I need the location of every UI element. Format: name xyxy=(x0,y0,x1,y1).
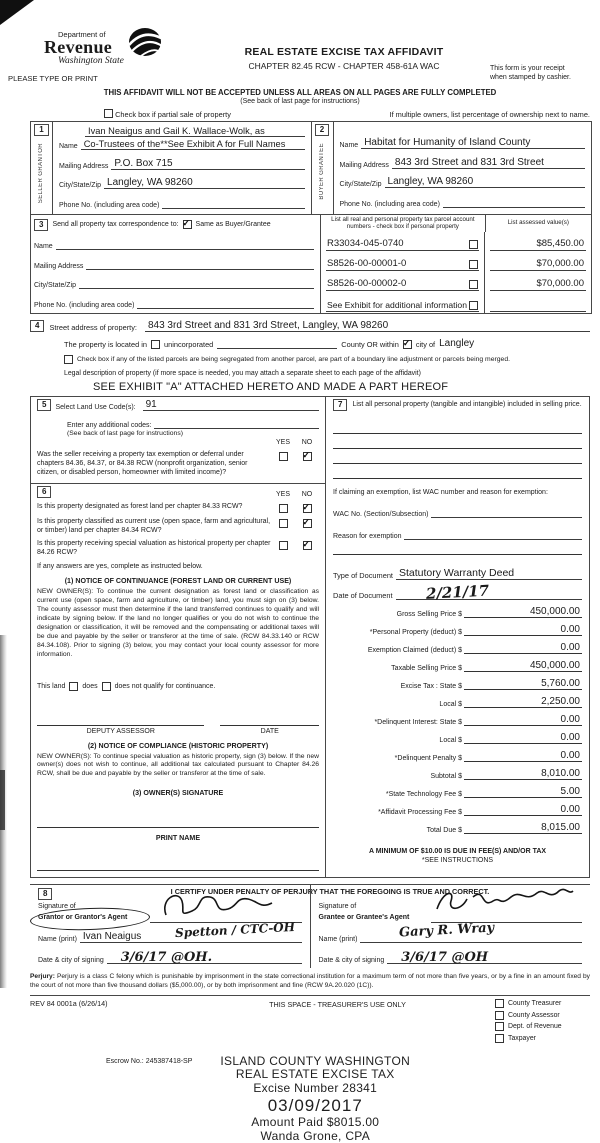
grantee-name-print-label: Name (print) xyxy=(318,935,358,943)
county-treasurer-label: County Treasurer xyxy=(508,1000,562,1007)
personal-property-label: List all personal property (tangible and intangible) included in selling price. xyxy=(352,400,582,408)
agency-wordmark: Revenue xyxy=(44,37,113,57)
please-type-note: PLEASE TYPE OR PRINT xyxy=(8,74,98,84)
unincorporated-label: unincorporated xyxy=(163,339,214,349)
buyer-city-label: City/State/Zip xyxy=(339,181,382,189)
section7-number: 7 xyxy=(333,399,347,411)
receipt-note xyxy=(490,30,592,83)
segregated-label: Check box if any of the listed parcels are being segregated from another parcel, are part of a boundary line adjustment or parcels being merged. xyxy=(77,355,510,363)
certify-statement: I CERTIFY UNDER PENALTY OF PERJURY THAT THE FOREGOING IS TRUE AND CORRECT. xyxy=(170,887,490,897)
section8-number: 8 xyxy=(38,888,52,900)
grantor-name-print-label: Name (print) xyxy=(38,935,77,943)
deferral-yes-checkbox[interactable] xyxy=(279,452,288,461)
no-header: NO xyxy=(301,490,313,498)
form-revision: REV 84 0001a (6/26/14) xyxy=(30,999,108,1008)
personal-property-deduct-label: *Personal Property (deduct) $ xyxy=(369,628,462,636)
state-technology-fee-label: *State Technology Fee $ xyxy=(385,790,462,798)
reason-blank-2 xyxy=(333,540,582,555)
section5-number: 5 xyxy=(37,399,51,411)
grantor-date-line[interactable] xyxy=(107,950,302,964)
buyer-section xyxy=(311,122,592,214)
does-label: does xyxy=(82,682,98,690)
parcel-header: List all real and personal property tax parcel account numbers - check box if personal property xyxy=(331,215,475,231)
grantee-name-handwriting: Gary R. Wray xyxy=(398,920,494,941)
partial-sale-checkbox[interactable] xyxy=(104,109,113,118)
parcel-row xyxy=(321,292,591,312)
scan-edge-artifact-dark xyxy=(0,770,5,830)
seller-name-line1: Ivan Neaigus and Gail K. Wallace-Wolk, as xyxy=(88,126,265,137)
taxable-selling-price-label: Taxable Selling Price $ xyxy=(391,664,462,672)
notice2-body: NEW OWNER(S): To continue special valuation as historic property, sign (3) below. If the new owner(s) does not wish to continue, all additional tax calculated pursuant to Chapter 84.26 RCW, shall be due and payable by the seller or transferor at the time of sale. xyxy=(37,752,319,778)
reason-blank xyxy=(404,528,582,540)
taxpayer-checkbox[interactable] xyxy=(495,1034,504,1043)
buyer-grantee-side-label: BUYER GRANTEE xyxy=(318,143,325,200)
stamp-amount-paid: Amount Paid $8015.00 xyxy=(251,1115,380,1130)
excise-tax-local-value: 2,250.00 xyxy=(464,696,582,708)
seller-phone-label: Phone No. (including area code) xyxy=(59,201,160,209)
excise-tax-state-label: Excise Tax : State $ xyxy=(400,682,462,690)
seller-city-value: Langley, WA 98260 xyxy=(107,177,193,189)
treasurer-use-note: THIS SPACE - TREASURER'S USE ONLY xyxy=(269,1000,406,1009)
grantee-date-label: Date & city of signing xyxy=(318,957,385,965)
personal-property-checkbox[interactable] xyxy=(469,260,478,269)
form-subtitle: CHAPTER 82.45 RCW - CHAPTER 458-61A WAC xyxy=(248,61,440,71)
personal-property-blank xyxy=(333,449,582,464)
seller-section xyxy=(31,122,311,214)
historic-question: Is this property receiving special valuation as historical property per chapter 84.26 RCW? xyxy=(37,540,271,557)
affidavit-processing-fee-label: *Affidavit Processing Fee $ xyxy=(378,808,462,816)
stamp-date: 03/09/2017 xyxy=(267,1096,363,1116)
seller-mailing-label: Mailing Address xyxy=(59,162,109,170)
historic-yes-checkbox[interactable] xyxy=(279,541,288,550)
deferral-no-checkbox[interactable] xyxy=(303,452,312,461)
dept-of-text: Department of xyxy=(58,30,106,39)
assessed-header: List assessed value(s) xyxy=(485,215,591,233)
buyer-mailing-label: Mailing Address xyxy=(339,161,389,169)
gross-selling-price-label: Gross Selling Price $ xyxy=(396,610,462,618)
assessed-value: $85,450.00 xyxy=(490,238,586,251)
excise-tax-state-value: 5,760.00 xyxy=(464,678,582,690)
if-any-note: If any answers are yes, complete as instructed below. xyxy=(37,563,203,571)
land-use-code-value: 91 xyxy=(145,398,157,410)
corr-mailing-blank xyxy=(86,258,314,270)
delinquent-interest-local-value: 0.00 xyxy=(464,732,582,744)
subtotal-value: 8,010.00 xyxy=(464,768,582,780)
current-use-yes-checkbox[interactable] xyxy=(279,519,288,528)
grantor-date-label: Date & city of signing xyxy=(38,957,104,965)
seller-grantor-side-label: SELLER GRANTOR xyxy=(38,143,44,204)
grantee-date-line[interactable] xyxy=(387,950,582,964)
no-header: NO xyxy=(301,438,313,446)
section1-number: 1 xyxy=(34,124,48,136)
stamp-cashier-name: Wanda Grone, CPA xyxy=(260,1128,370,1143)
grantee-signature-line[interactable] xyxy=(431,908,583,923)
type-of-document-label: Type of Document xyxy=(333,570,393,580)
escrow-number xyxy=(106,1058,192,1065)
parcels-table xyxy=(320,215,591,313)
buyer-phone-blank xyxy=(443,196,585,208)
corr-mailing-label: Mailing Address xyxy=(34,262,84,270)
delinquent-penalty-label: *Delinquent Penalty $ xyxy=(394,754,462,762)
certification-section xyxy=(30,884,590,968)
footer-row xyxy=(30,999,590,1045)
minimum-fee-note: A MINIMUM OF $10.00 IS DUE IN FEE(S) AND/OR TAX xyxy=(368,847,547,855)
delinquent-interest-local-label: Local $ xyxy=(439,736,462,744)
reason-label: Reason for exemption xyxy=(333,532,402,540)
perjury-statement xyxy=(30,973,590,991)
grantor-signature-block xyxy=(30,885,310,968)
section2-number: 2 xyxy=(315,124,329,136)
notice2-title: (2) NOTICE OF COMPLIANCE (HISTORIC PROPERTY) xyxy=(87,741,269,750)
forest-yes-checkbox[interactable] xyxy=(279,504,288,513)
state-technology-fee-value: 5.00 xyxy=(464,786,582,798)
seller-name-line2: Co-Trustees of the**See Exhibit A for Full Names xyxy=(83,139,286,150)
gross-selling-price-value: 450,000.00 xyxy=(464,606,582,618)
personal-property-blank xyxy=(333,464,582,479)
unincorporated-checkbox[interactable] xyxy=(151,340,160,349)
does-not-label: does not qualify for continuance. xyxy=(114,682,216,690)
deferral-question: Was the seller receiving a property tax exemption or deferral under chapters 84.36, 84.37, or 84.38 RCW (nonprofit organization, senior citizen, or disabled person, homeowner with limited income)? xyxy=(37,450,248,476)
state-text: Washington State xyxy=(58,56,124,67)
county-assessor-label: County Assessor xyxy=(508,1011,560,1019)
excise-tax-stamp xyxy=(220,1055,410,1143)
yes-header: YES xyxy=(275,490,290,498)
subtotal-label: Subtotal $ xyxy=(430,772,462,780)
legal-description-value: SEE EXHIBIT "A" ATTACHED HERETO AND MADE A PART HEREOF xyxy=(93,380,449,393)
owners-signature-line xyxy=(37,813,319,828)
property-section xyxy=(30,320,590,393)
same-as-buyer-label: Same as Buyer/Grantee xyxy=(195,221,271,229)
wac-label: WAC No. (Section/Subsection) xyxy=(333,510,429,518)
deputy-assessor-signature-line xyxy=(37,715,204,726)
stamp-tax-line: REAL ESTATE EXCISE TAX xyxy=(235,1067,395,1082)
correspondence-section xyxy=(31,215,591,313)
buyer-phone-label: Phone No. (including area code) xyxy=(339,200,440,208)
forest-land-question: Is this property designated as forest land per chapter 84.33 RCW? xyxy=(37,502,243,510)
section6-number: 6 xyxy=(37,486,51,498)
yes-header: YES xyxy=(275,438,290,446)
county-assessor-checkbox[interactable] xyxy=(495,1011,504,1020)
revenue-logo xyxy=(8,30,198,83)
see-back-note: (See back of last page for instructions) xyxy=(240,98,360,106)
notice1-body: NEW OWNER(S): To continue the current designation as forest land or classification as current use (open space, farm and agriculture, or timber) land, you must sign on (3) below. The county assessor must then determine if the land transferred continues to qualify and will indicate by signing below. If the land no longer qualifies or you do not wish to continue the designation or classification, it will be removed and the compensating or additional taxes will be due and payable by the seller or transferor at the time of sale. (RCW 84.33.140 or RCW 84.34.108). Prior to signing (3) below, you may contact your local county assessor for more information. xyxy=(37,588,319,658)
delinquent-interest-state-label: *Delinquent Interest: State $ xyxy=(374,718,462,726)
personal-property-deduct-value: 0.00 xyxy=(464,624,582,636)
parcel-number: S8526-00-00002-0 xyxy=(327,278,407,290)
grantee-agent-label: Grantee or Grantee's Agent xyxy=(318,913,410,921)
personal-property-checkbox[interactable] xyxy=(469,240,478,249)
middle-sections xyxy=(30,396,590,879)
forest-no-checkbox[interactable] xyxy=(303,504,312,513)
located-prefix: The property is located in xyxy=(64,339,147,349)
does-checkbox[interactable] xyxy=(69,682,78,691)
deputy-assessor-label: DEPUTY ASSESSOR xyxy=(86,727,155,735)
qualify-prefix: This land xyxy=(37,682,66,690)
total-due-label: Total Due $ xyxy=(426,826,462,834)
corr-name-blank xyxy=(56,238,314,250)
owners-signature-title: (3) OWNER(S) SIGNATURE xyxy=(132,789,224,798)
corr-name-label: Name xyxy=(34,243,53,251)
street-address-label: Street address of property: xyxy=(49,322,137,332)
does-not-checkbox[interactable] xyxy=(102,682,111,691)
see-instructions-note: *SEE INSTRUCTIONS xyxy=(421,856,494,864)
street-address-value: 843 3rd Street and 831 3rd Street, Langley, WA 98260 xyxy=(147,319,389,331)
multiple-owners-note: If multiple owners, list percentage of ownership next to name. xyxy=(389,110,590,120)
routing-checkboxes xyxy=(495,999,590,1045)
header xyxy=(0,0,600,83)
land-use-section xyxy=(31,397,325,484)
parties-table xyxy=(30,121,592,314)
parcel-row xyxy=(321,232,591,252)
current-use-no-checkbox[interactable] xyxy=(303,519,312,528)
personal-property-checkbox[interactable] xyxy=(469,280,478,289)
assessed-value xyxy=(490,310,586,312)
additional-codes-blank xyxy=(154,417,319,429)
delinquent-interest-state-value: 0.00 xyxy=(464,714,582,726)
notice1-title: (1) NOTICE OF CONTINUANCE (FOREST LAND OR CURRENT USE) xyxy=(64,577,292,586)
deputy-date-line xyxy=(220,715,319,726)
partial-sale-label: Check box if partial sale of property xyxy=(115,110,231,120)
stamp-excise-number: Excise Number 28341 xyxy=(253,1080,378,1095)
assessed-value: $70,000.00 xyxy=(490,278,586,291)
city-of-value: Langley xyxy=(439,337,475,349)
treasurer-stamp-area xyxy=(106,1055,600,1143)
personal-property-blank xyxy=(333,434,582,449)
city-checkbox[interactable] xyxy=(403,340,412,349)
grantor-name-handwriting: Spetton / CTC-OH xyxy=(175,919,296,940)
county-blank xyxy=(217,338,337,349)
grantee-date-handwriting: 3/6/17 @OH xyxy=(401,950,489,966)
receipt-note-line1: This form is your receipt xyxy=(490,65,565,72)
seller-city-label: City/State/Zip xyxy=(59,182,102,190)
legal-description-label: Legal description of property (if more space is needed, you may attach a separate sheet to each page of the affidavit) xyxy=(64,369,421,377)
seller-phone-blank xyxy=(162,197,304,209)
grantor-date-handwriting: 3/6/17 @OH. xyxy=(120,950,213,966)
designation-section xyxy=(31,484,325,877)
corr-phone-blank xyxy=(137,297,314,309)
exemption-claimed-label: Exemption Claimed (deduct) $ xyxy=(367,646,462,654)
parcel-number: See Exhibit for additional information xyxy=(327,299,467,310)
additional-codes-label: Enter any additional codes: xyxy=(67,421,152,429)
personal-property-checkbox[interactable] xyxy=(469,301,478,310)
send-correspondence-label: Send all property tax correspondence to: xyxy=(52,221,179,229)
buyer-name-label: Name xyxy=(339,142,359,150)
current-use-question: Is this property classified as current use (open space, farm and agricultural, or timber) land per chapter 84.34 RCW? xyxy=(37,517,271,534)
parcel-number: S8526-00-00001-0 xyxy=(327,258,407,270)
same-as-buyer-checkbox[interactable] xyxy=(183,220,192,229)
see-back-note2: (See back of last page for instructions) xyxy=(67,429,183,437)
exemption-note: If claiming an exemption, list WAC number and reason for exemption: xyxy=(333,488,548,496)
footer-rule xyxy=(30,995,590,996)
buyer-mailing-value: 843 3rd Street and 831 3rd Street xyxy=(394,156,544,168)
dept-of-revenue-checkbox[interactable] xyxy=(495,1022,504,1031)
buyer-name-value: Habitat for Humanity of Island County xyxy=(364,137,531,149)
receipt-note-line2: when stamped by cashier. xyxy=(490,74,571,82)
parcel-row xyxy=(321,272,591,292)
excise-tax-local-label: Local $ xyxy=(439,700,462,708)
total-due-value: 8,015.00 xyxy=(464,822,582,834)
perjury-text: Perjury is a class C felony which is punishable by imprisonment in the state correctional institution for a maximum term of not more than five years, or by a fine in an amount fixed by the court of not more than five thousand dollars ($5,000.00), or by both imprisonment and fine (RCW 9A.20.020 (1C)). xyxy=(30,973,590,990)
assessed-value: $70,000.00 xyxy=(490,258,586,271)
partial-sale-row xyxy=(104,109,231,119)
escrow-value: 245387418-SP xyxy=(145,1058,193,1065)
deputy-date-label: DATE xyxy=(260,727,279,735)
parcel-row xyxy=(321,252,591,272)
taxable-selling-price-value: 450,000.00 xyxy=(464,660,582,672)
exemption-claimed-value: 0.00 xyxy=(464,642,582,654)
corr-city-label: City/State/Zip xyxy=(34,282,77,290)
parcel-number: R33034-045-0740 xyxy=(327,238,404,250)
grantee-signature-block xyxy=(310,885,591,968)
land-use-code-label: Select Land Use Code(s): xyxy=(55,403,136,411)
completion-warning: THIS AFFIDAVIT WILL NOT BE ACCEPTED UNLESS ALL AREAS ON ALL PAGES ARE FULLY COMPLETED xyxy=(103,88,497,98)
county-or-label: County OR within xyxy=(341,339,399,349)
grantor-agent-label: Grantor or Grantor's Agent xyxy=(38,913,127,924)
affidavit-processing-fee-value: 0.00 xyxy=(464,804,582,816)
segregated-checkbox[interactable] xyxy=(64,355,73,364)
corr-city-blank xyxy=(79,277,314,289)
seller-name-label: Name xyxy=(59,143,78,151)
grantor-signature-of-label: Signature of xyxy=(38,903,76,911)
seller-mailing-value: P.O. Box 715 xyxy=(114,157,173,169)
buyer-city-value: Langley, WA 98260 xyxy=(387,176,474,188)
personal-property-blank xyxy=(333,419,582,434)
dept-of-revenue-label: Dept. of Revenue xyxy=(508,1023,562,1030)
type-of-document-value: Statutory Warranty Deed xyxy=(398,566,515,579)
section3-number: 3 xyxy=(34,219,48,231)
historic-no-checkbox[interactable] xyxy=(303,541,312,550)
grantor-name-value: Ivan Neaigus xyxy=(82,930,142,942)
wac-blank xyxy=(431,506,582,518)
print-name-line xyxy=(37,856,319,871)
escrow-label: Escrow No.: xyxy=(106,1058,144,1065)
date-of-document-label: Date of Document xyxy=(333,590,393,600)
city-of-label: city of xyxy=(415,339,436,349)
delinquent-penalty-value: 0.00 xyxy=(464,750,582,762)
form-title: REAL ESTATE EXCISE TAX AFFIDAVIT xyxy=(244,46,444,58)
sale-section xyxy=(326,397,589,878)
print-name-title: PRINT NAME xyxy=(155,834,201,843)
date-of-document-value: 2/21/17 xyxy=(425,581,490,603)
taxpayer-label: Taxpayer xyxy=(508,1034,536,1042)
perjury-bold: Perjury: xyxy=(30,973,55,981)
grantee-signature-of-label: Signature of xyxy=(318,903,357,911)
revenue-swirl-icon xyxy=(127,27,163,59)
county-treasurer-checkbox[interactable] xyxy=(495,999,504,1008)
section4-number: 4 xyxy=(30,320,44,332)
qualify-line xyxy=(37,682,319,691)
corr-phone-label: Phone No. (including area code) xyxy=(34,301,135,309)
stamp-county-line: ISLAND COUNTY WASHINGTON xyxy=(220,1054,411,1068)
